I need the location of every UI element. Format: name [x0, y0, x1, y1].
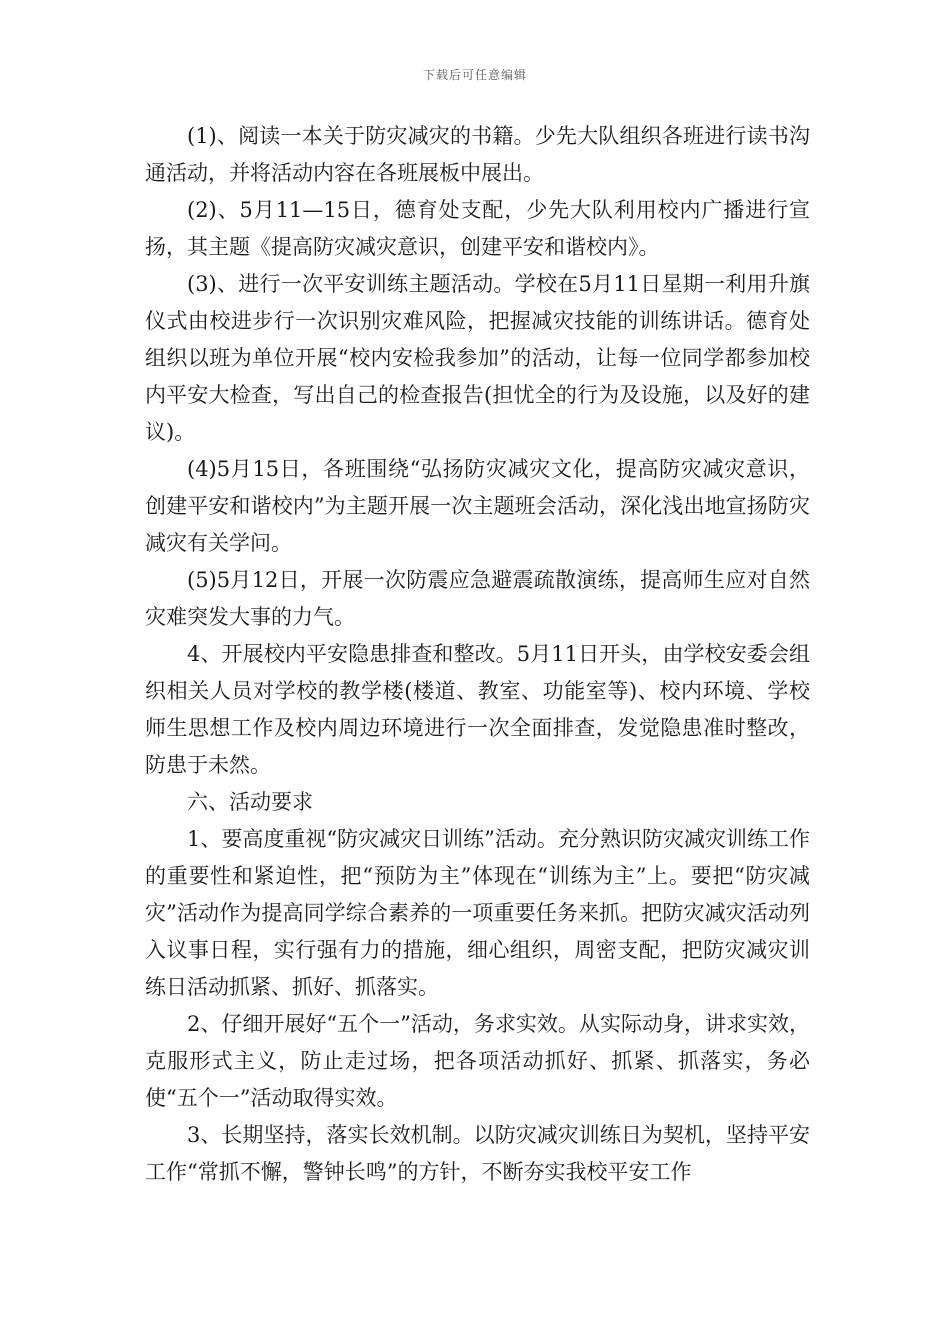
paragraph-activity-4: (4)5月15日，各班围绕“弘扬防灾减灾文化，提高防灾减灾意识，创建平安和谐校内”为主题开展一次主题班会活动，深化浅出地宣扬防灾减灾有关学问。	[145, 457, 810, 555]
paragraph-activity-3: (3)、进行一次平安训练主题活动。学校在5月11日星期一利用升旗仪式由校进步行一次识别灾难风险，把握减灾技能的训练讲话。德育处组织以班为单位开展“校内安检我参加”的活动，让每一位同学都参加校内平安大检查，写出自己的检查报告(担忧全的行为及设施，以及好的建议)。	[145, 272, 810, 444]
document-body	[145, 118, 810, 1191]
paragraph-requirement-1: 1、要高度重视“防灾减灾日训练”活动。充分熟识防灾减灾训练工作的重要性和紧迫性，把“预防为主”体现在“训练为主”上。要把“防灾减灾”活动作为提高同学综合素养的一项重要任务来抓。把防灾减灾活动列入议事日程，实行强有力的措施，细心组织，周密支配，把防灾减灾训练日活动抓紧、抓好、抓落实。	[145, 827, 810, 999]
page-header: 下载后可任意编辑	[422, 68, 527, 82]
paragraph-activity-2: (2)、5月11—15日，德育处支配，少先大队利用校内广播进行宣扬，其主题《提高防灾减灾意识，创建平安和谐校内》。	[145, 198, 810, 259]
paragraph-activity-1: (1)、阅读一本关于防灾减灾的书籍。少先大队组织各班进行读书沟通活动，并将活动内容在各班展板中展出。	[145, 124, 810, 185]
section-heading-requirements: 六、活动要求	[187, 790, 313, 814]
paragraph-activity-5: (5)5月12日，开展一次防震应急避震疏散演练，提高师生应对自然灾难突发大事的力气。	[145, 568, 810, 629]
paragraph-requirement-3: 3、长期坚持，落实长效机制。以防灾减灾训练日为契机，坚持平安工作“常抓不懈，警钟长鸣”的方针，不断夯实我校平安工作	[145, 1123, 810, 1184]
paragraph-requirement-2: 2、仔细开展好“五个一”活动，务求实效。从实际动身，讲求实效，克服形式主义，防止走过场，把各项活动抓好、抓紧、抓落实，务必使“五个一”活动取得实效。	[145, 1012, 810, 1110]
paragraph-hazard-inspection: 4、开展校内平安隐患排查和整改。5月11日开头，由学校安委会组织相关人员对学校的教学楼(楼道、教室、功能室等)、校内环境、学校师生思想工作及校内周边环境进行一次全面排查，发觉隐患准时整改，防患于未然。	[145, 642, 810, 777]
